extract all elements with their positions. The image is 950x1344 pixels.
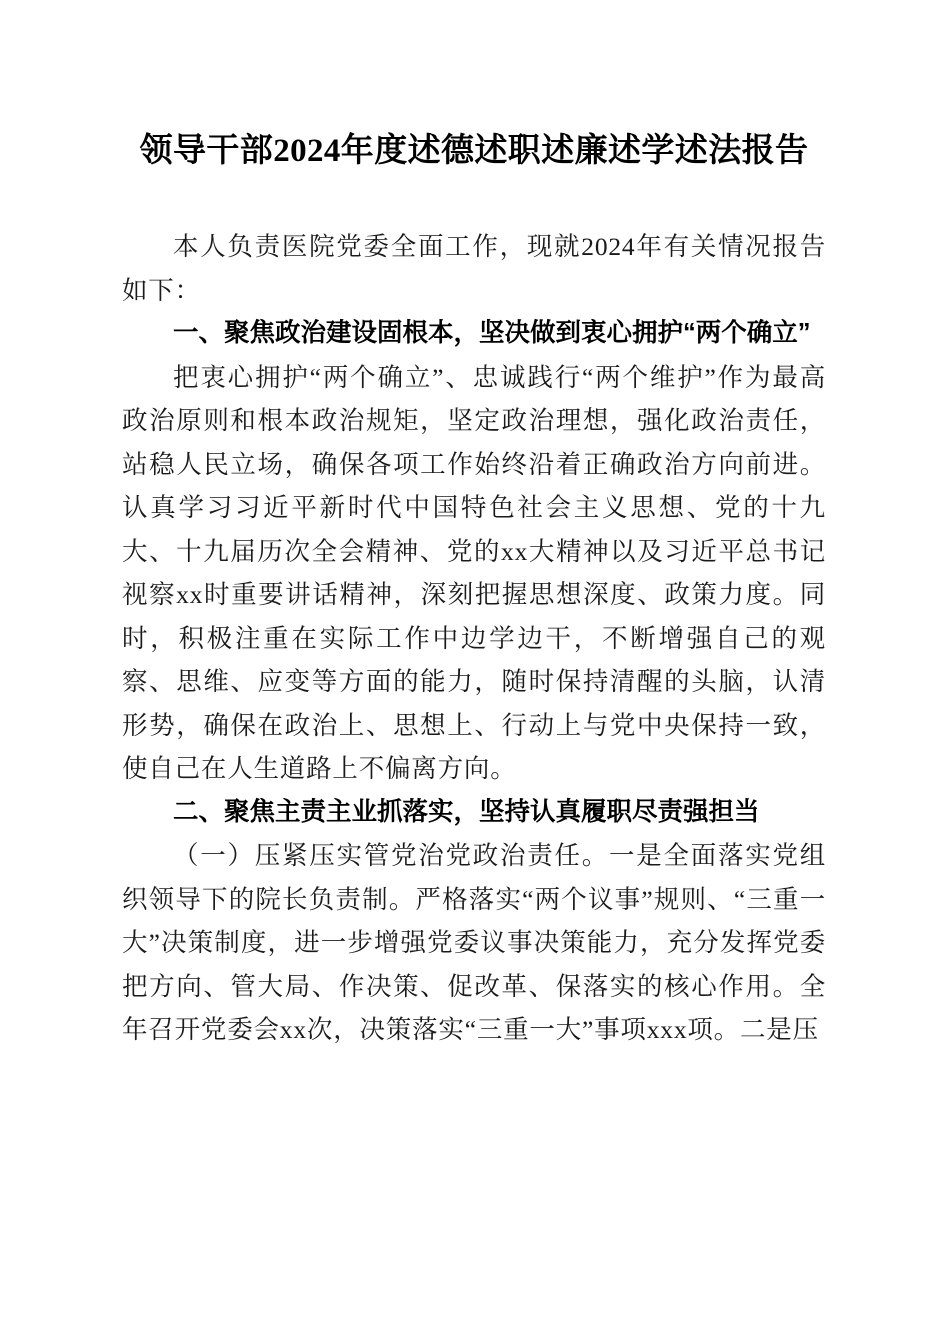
section-heading-one: 一、聚焦政治建设固根本，坚决做到衷心拥护“两个确立” (173, 319, 811, 347)
document-body (122, 0, 826, 1052)
paragraph-section-two-body: （一）压紧压实管党治党政治责任。一是全面落实党组织领导下的院长负责制。严格落实“两个议事”规则、“三重一大”决策制度，进一步增强党委议事决策能力，充分发挥党委把方向、管大局、作决策、促改革、保落实的核心作用。全年召开党委会xx次，决策落实“三重一大”事项xxx项。二是压 (122, 841, 826, 1044)
paragraph-intro: 本人负责医院党委全面工作，现就2024年有关情况报告如下： (122, 232, 826, 305)
section-heading-two: 二、聚焦主责主业抓落实，坚持认真履职尽责强担当 (173, 797, 760, 826)
page-title: 领导干部2024年度述德述职述廉述学述法报告 (139, 133, 809, 169)
title-spacer (122, 175, 826, 225)
paragraph-section-one-body: 把衷心拥护“两个确立”、忠诚践行“两个维护”作为最高政治原则和根本政治规矩，坚定政治理想，强化政治责任，站稳人民立场，确保各项工作始终沿着正确政治方向前进。认真学习习近平新时代中国特色社会主义思想、党的十九大、十九届历次全会精神、党的xx大精神以及习近平总书记视察xx时重要讲话精神，深刻把握思想深度、政策力度。同时，积极注重在实际工作中边学边干，不断增强自己的观察、思维、应变等方面的能力，随时保持清醒的头脑，认清形势，确保在政治上、思想上、行动上与党中央保持一致，使自己在人生道路上不偏离方向。 (122, 362, 826, 783)
